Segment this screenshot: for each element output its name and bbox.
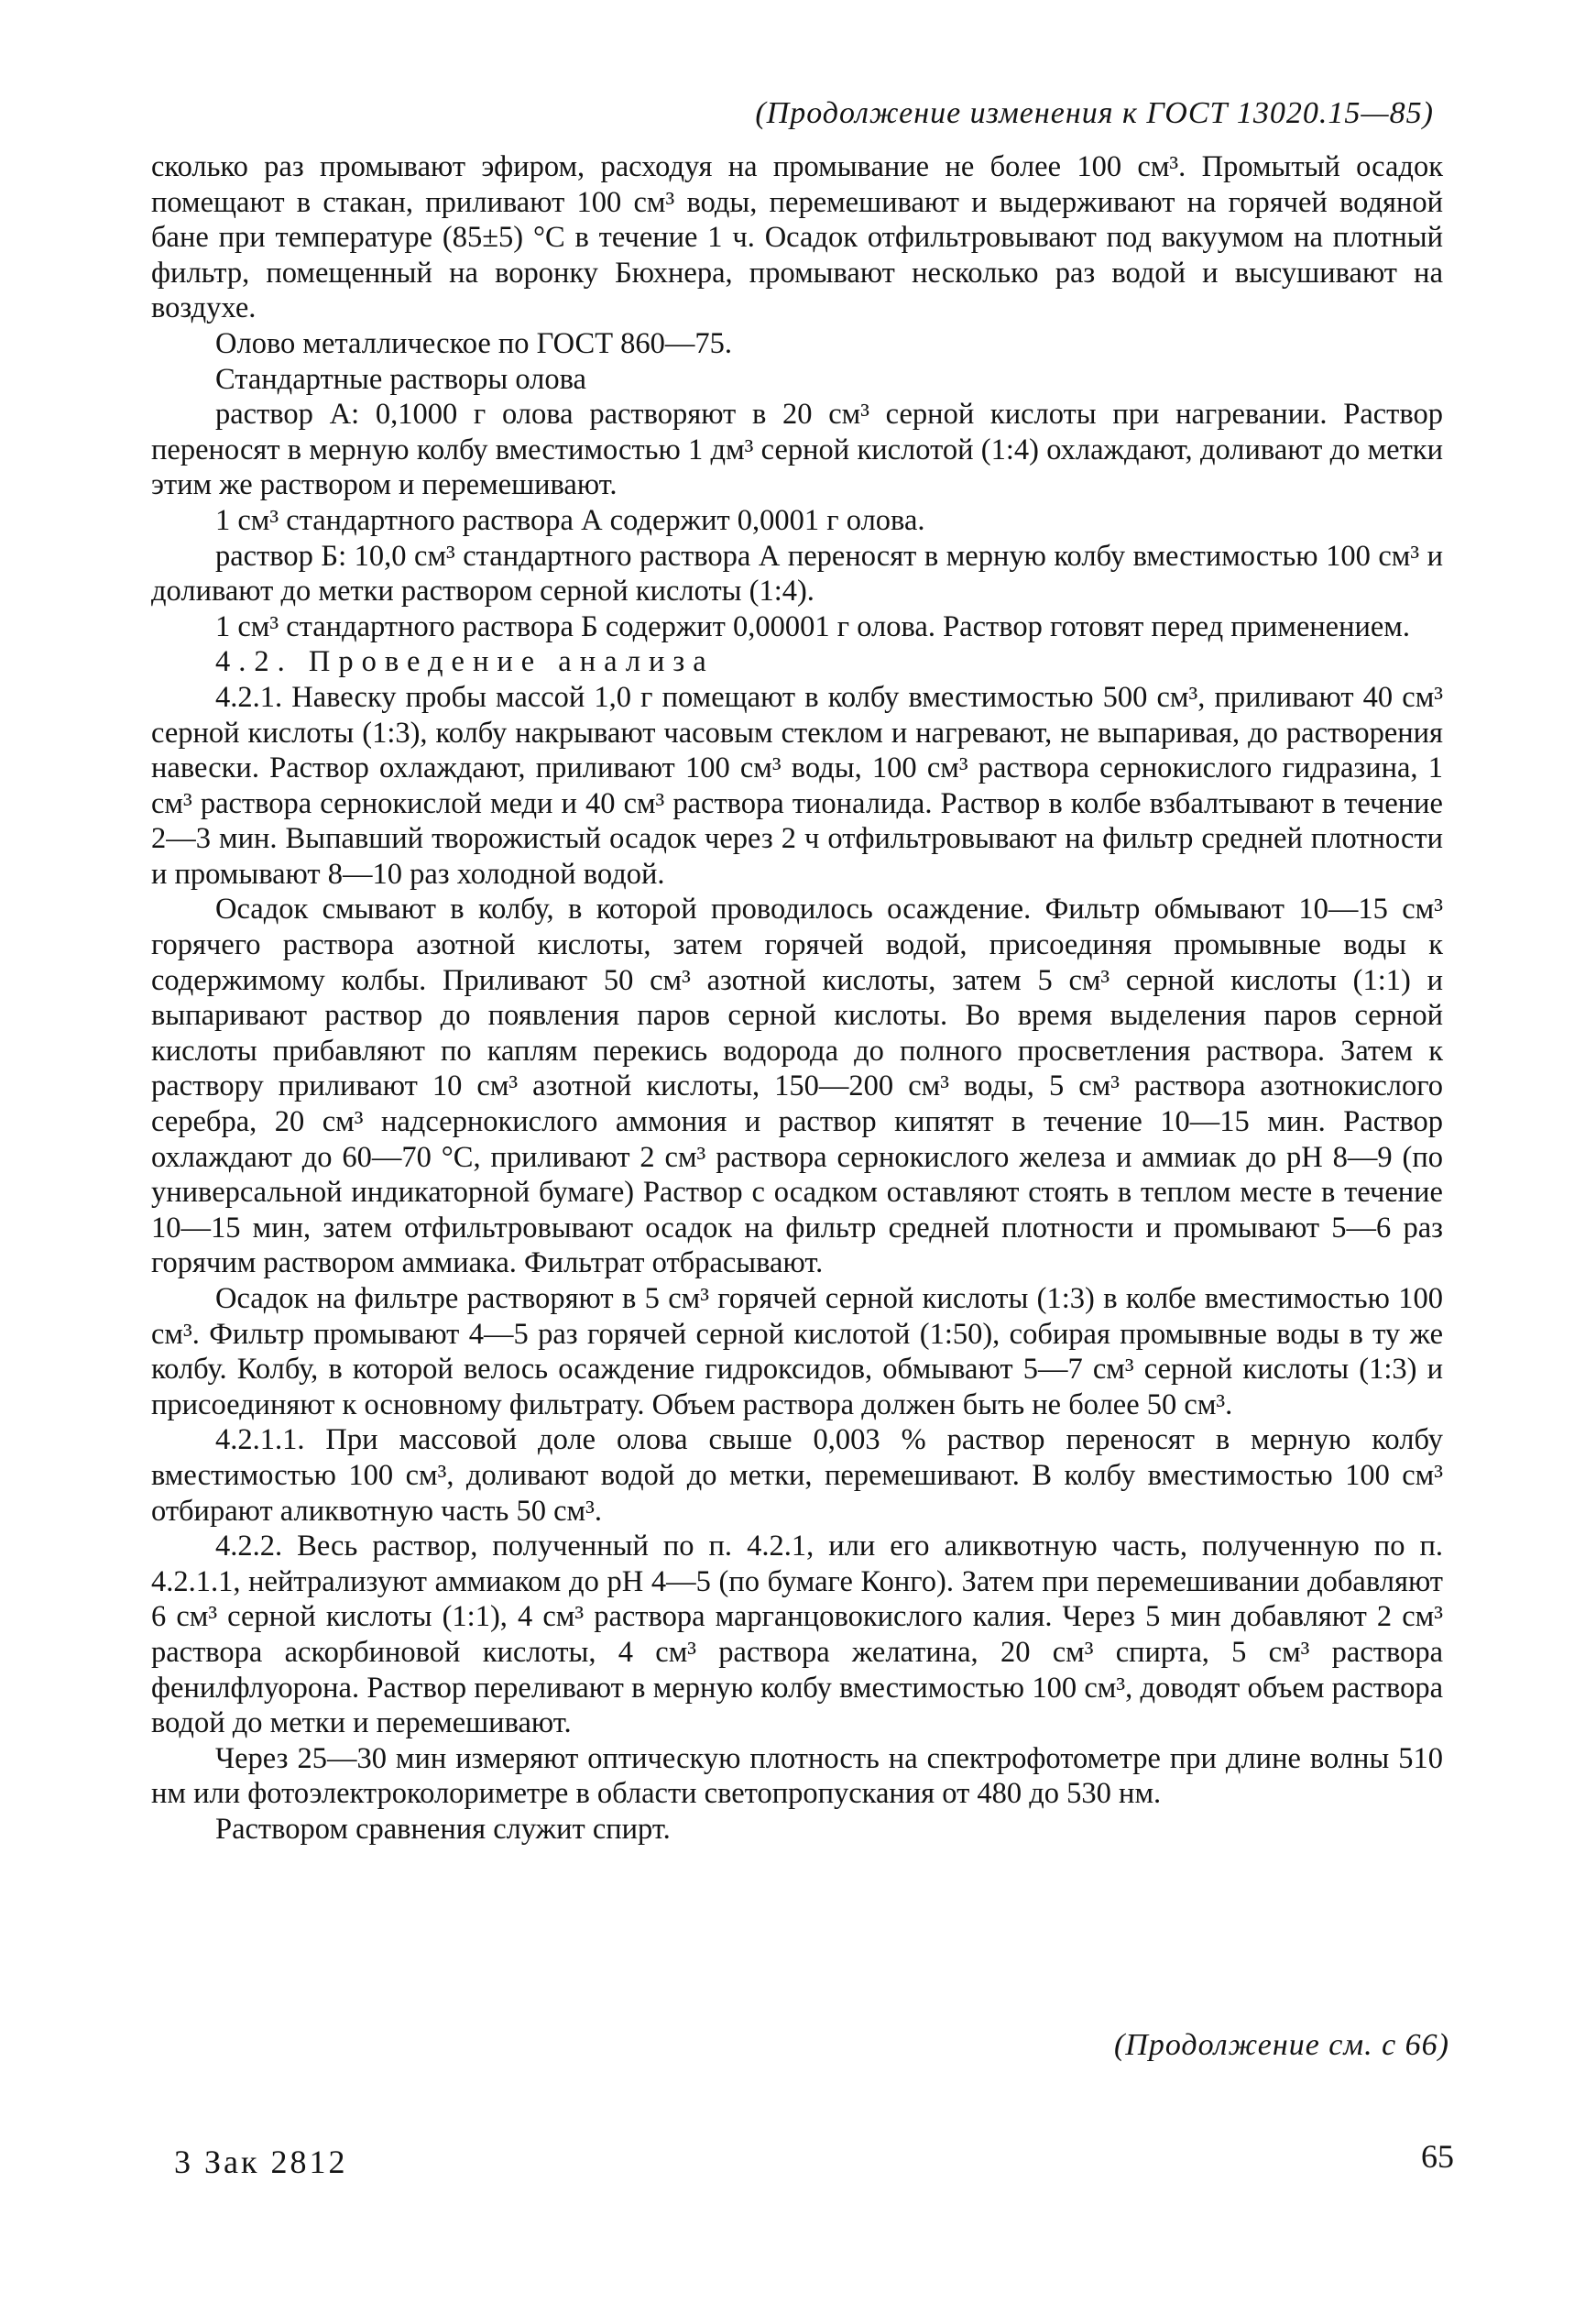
paragraph: Раствором сравнения служит спирт. <box>215 1812 671 1846</box>
printer-order-mark: 3 Зак 2812 <box>174 2144 348 2180</box>
paragraph: раствор А: 0,1000 г олова растворяют в 20 см³ серной кислоты при нагревании. Раствор переносят в мерную колбу вместимостью 1 дм³ серной кислотой (1:4) охлаждают, доливают до метки этим же раствором и перемешивают. <box>151 398 1443 502</box>
paragraph: сколько раз промывают эфиром, расходуя на промывание не более 100 см³. Промытый осадок помещают в стакан, приливают 100 см³ воды, перемешивают и выдерживают на горячей водяной бане при температуре (85±5) °С в течение 1 ч. Осадок отфильтровывают под вакуумом на плотный фильтр, помещенный на воронку Бюхнера, промывают несколько раз водой и высушивают на воздухе. <box>151 150 1443 325</box>
paragraph: 4.2.2. Весь раствор, полученный по п. 4.2.1, или его аликвотную часть, полученную по п. 4.2.1.1, нейтрализуют аммиаком до рН 4—5 (по бумаге Конго). Затем при перемешивании добавляют 6 см³ серной кислоты (1:1), 4 см³ раствора марганцовокислого калия. Через 5 мин добавляют 2 см³ раствора аскорбиновой кислоты, 4 см³ раствора желатина, 20 см³ спирта, 5 см³ раствора фенилфлуорона. Раствор переливают в мерную колбу вместимостью 100 см³, доводят объем раствора водой до метки и перемешивают. <box>151 1530 1443 1740</box>
paragraph: Осадок на фильтре растворяют в 5 см³ горячей серной кислоты (1:3) в колбе вместимостью 100 см³. Фильтр промывают 4—5 раз горячей серной кислотой (1:50), собирая промывные воды в ту же колбу. Колбу, в которой велось осаждение гидроксидов, обмывают 5—7 см³ серной кислоты (1:3) и присоединяют к основному фильтрату. Объем раствора должен быть не более 50 см³. <box>151 1282 1443 1421</box>
paragraph: Олово металлическое по ГОСТ 860—75. <box>215 326 733 360</box>
page-number: 65 <box>1421 2138 1454 2175</box>
paragraph: Стандартные растворы олова <box>215 362 586 396</box>
continuation-note: (Продолжение см. с 66) <box>1113 2028 1449 2062</box>
paragraph: 1 см³ стандартного раствора А содержит 0,0001 г олова. <box>215 503 925 537</box>
page-header: (Продолжение изменения к ГОСТ 13020.15—85) <box>755 96 1434 130</box>
paragraph: Через 25—30 мин измеряют оптическую плотность на спектрофотометре при длине волны 510 нм или фотоэлектроколориметре в области светопропускания от 480 до 530 нм. <box>151 1741 1443 1811</box>
document-body <box>151 149 1443 1848</box>
paragraph: 1 см³ стандартного раствора Б содержит 0,00001 г олова. Раствор готовят перед применением. <box>215 609 1410 643</box>
paragraph: раствор Б: 10,0 см³ стандартного раствора А переносят в мерную колбу вместимостью 100 см³ и доливают до метки раствором серной кислоты (1:4). <box>151 539 1443 609</box>
section-heading: 4.2. Проведение анализа <box>215 645 715 679</box>
paragraph: Осадок смывают в колбу, в которой проводилось осаждение. Фильтр обмывают 10—15 см³ горячего раствора азотной кислоты, затем горячей водой, присоединяя промывные воды к содержимому колбы. Приливают 50 см³ азотной кислоты, затем 5 см³ серной кислоты (1:1) и выпаривают раствор до появления паров серной кислоты. Во время выделения паров серной кислоты прибавляют по каплям перекись водорода до полного просветления раствора. Затем к раствору приливают 10 см³ азотной кислоты, 150—200 см³ воды, 5 см³ раствора азотнокислого серебра, 20 см³ надсернокислого аммония и раствор кипятят в течение 10—15 мин. Раствор охлаждают до 60—70 °С, приливают 2 см³ раствора сернокислого железа и аммиак до рН 8—9 (по универсальной индикаторной бумаге) Раствор с осадком оставляют стоять в теплом месте в течение 10—15 мин, затем отфильтровывают осадок на фильтр средней плотности и промывают 5—6 раз горячим раствором аммиака. Фильтрат отбрасывают. <box>151 893 1443 1280</box>
paragraph: 4.2.1.1. При массовой доле олова свыше 0,003 % раствор переносят в мерную колбу вместимостью 100 см³, доливают водой до метки, перемешивают. В колбу вместимостью 100 см³ отбирают аликвотную часть 50 см³. <box>151 1423 1443 1528</box>
paragraph: 4.2.1. Навеску пробы массой 1,0 г помещают в колбу вместимостью 500 см³, приливают 40 см³ серной кислоты (1:3), колбу накрывают часовым стеклом и нагревают, не выпаривая, до растворения навески. Раствор охлаждают, приливают 100 см³ воды, 100 см³ раствора сернокислого гидразина, 1 см³ раствора сернокислой меди и 40 см³ раствора тионалида. Раствор в колбе взбалтывают в течение 2—3 мин. Выпавший творожистый осадок через 2 ч отфильтровывают на фильтр средней плотности и промывают 8—10 раз холодной водой. <box>151 680 1443 891</box>
